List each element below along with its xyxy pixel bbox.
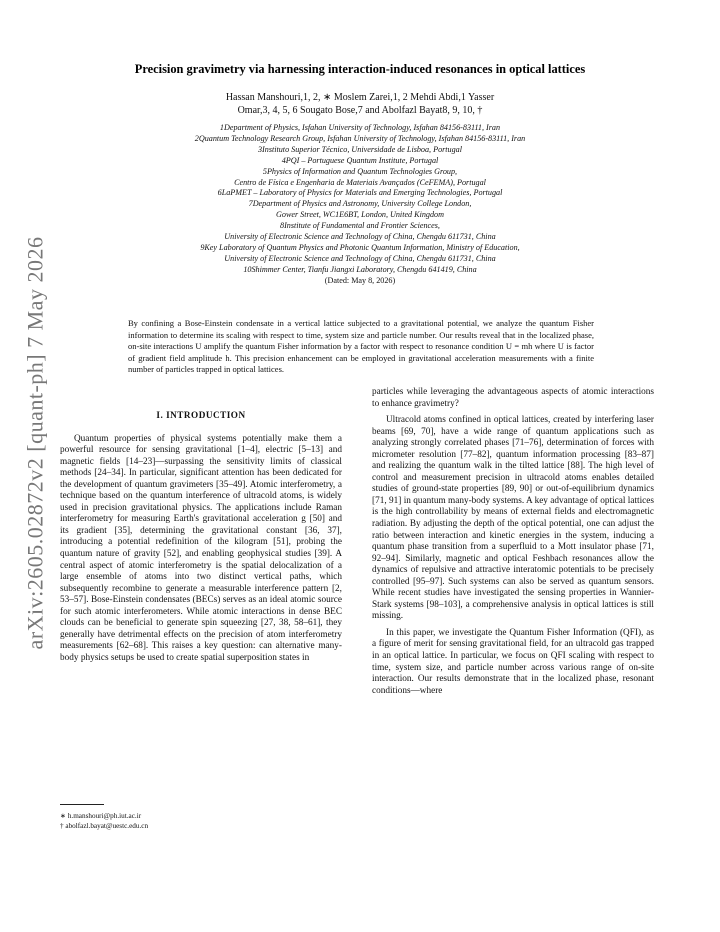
affiliation-line: University of Electronic Science and Technology of China, Chengdu 611731, China <box>224 253 496 263</box>
left-column <box>60 410 342 664</box>
affiliation-line: University of Electronic Science and Technology of China, Chengdu 611731, China <box>224 232 496 242</box>
section-heading: I. INTRODUCTION <box>156 410 246 420</box>
affiliation-line: 6LaPMET – Laboratory of Physics for Materials and Emerging Technologies, Portugal <box>217 188 503 198</box>
right-column <box>372 387 654 697</box>
affiliation-line: 1Department of Physics, Isfahan University of Technology, Isfahan 84156-83111, Iran <box>219 123 501 132</box>
arxiv-identifier: arXiv:2605.02872v2 [quant-ph] 7 May 2026 <box>22 236 48 650</box>
body-paragraph: Quantum properties of physical systems potentially make them a powerful resource for sensing gravitational [1–4], electric [5–13] and magnetic fields [14–23]—surpassing the sensitivity limits of classical methods [24–34]. In particular, significant attention has been dedicated for the development of quantum gravimeters [35–49]. Atomic interferometry, a technique based on the quantum interference of ultracold atoms, is widely used in precision gravitational physics. The applications include Raman interferometry for measuring Earth's gravitational acceleration g [50] and its gradient [35], determining the gravitational constant [36, 37], introducing a potential redefinition of the kilogram [51], probing the quantum nature of gravity [52], and enabling geophysical studies [39]. A central aspect of atomic interferometry is the spatial delocalization of a large ensemble of atoms into two distinct vertical paths, which subsequently recombine to generate a measurable interference pattern [2, 53–57]. Bose-Einstein condensates (BECs) serves as an ideal atomic source for such atomic interferometers. While atomic interactions in dense BEC clouds can be beneficial to generate spin squeezing [27, 38, 58–61], they generally have detrimental effects on the precision of atom interferometry measurements [62–68]. This raises a key question: can alternative many-body physics setups be used to create spatial superposition states in <box>60 433 342 663</box>
affiliation-line: 2Quantum Technology Research Group, Isfahan University of Technology, Isfahan 84156-83111, Iran <box>194 133 526 143</box>
affiliation-line: 7Department of Physics and Astronomy, University College London, <box>248 199 472 209</box>
footnotes <box>60 811 342 831</box>
affiliation-line: 10Shimmer Center, Tianfu Jiangxi Laboratory, Chengdu 641419, China <box>243 264 477 274</box>
footnote-rule <box>60 804 104 805</box>
paper-title: Precision gravimetry via harnessing interaction-induced resonances in optical lattices <box>134 62 586 76</box>
affiliation-line: 3Instituto Superior Técnico, Universidade de Lisboa, Portugal <box>257 144 462 154</box>
footnote-email-1: ∗ h.manshouri@ph.iut.ac.ir <box>60 812 142 820</box>
arxiv-identifier-sidebar <box>20 208 50 678</box>
body-paragraph: Ultracold atoms confined in optical lattices, created by interfering laser beams [69, 70], have a wide range of quantum applications such as analyzing strongly correlated phases [71–76], determination of forces with micrometer resolution [77–82], quantum information processing [83–87] and realizing the quantum walk in the tilted lattice [88]. The high level of control and measurement precision in ultracold atoms enables detailed studies of ground-state properties [89, 90] or out-of-equilibrium dynamics [71, 91] in quantum many-body systems. A key advantage of optical lattices is the high controllability by means of external fields and electromagnetic radiation. By adjusting the depth of the optical potential, one can adjust the ratio between interaction and kinetic energies in the system, inducing a quantum phase transition from a superfluid to a Mott insulator phase [71, 92–94]. Similarly, magnetic and optical Feshbach resonances allow the dynamics of repulsive and attractive interatomic potentials to be precisely controlled [95–97]. Such systems can also be served as quantum sensors. While recent studies have investigated the sensing properties in Wannier-Stark systems [98–103], a comprehensive analysis in optical lattices is still missing. <box>372 415 654 622</box>
date-line: (Dated: May 8, 2026) <box>324 275 396 285</box>
affiliation-list <box>90 123 630 287</box>
affiliation-line: Centro de Física e Engenharia de Materiais Avançados (CeFEMA), Portugal <box>234 177 486 187</box>
footnote-email-2: † abolfazl.bayat@uestc.edu.cn <box>60 822 149 830</box>
affiliation-line: Gower Street, WC1E6BT, London, United Kingdom <box>276 210 444 220</box>
affiliation-line: 5Physics of Information and Quantum Technologies Group, <box>262 166 458 176</box>
affiliation-line: 4PQI – Portuguese Quantum Institute, Portugal <box>281 155 439 165</box>
abstract: By confining a Bose-Einstein condensate in a vertical lattice subjected to a gravitational potential, we analyze the quantum Fisher information to determine its scaling with respect to time, system size and particle number. Our results reveal that in the localized phase, on-site interactions U amplify the quantum Fisher information by a factor with respect to resonance condition U = mh where U is factor of gradient field amplitude h. This precision enhancement can be employed in gravitational acceleration measurements with a finite number of particles trapped in optical lattices. <box>128 318 594 375</box>
body-paragraph: particles while leveraging the advantageous aspects of atomic interactions to enhance gravimetry? <box>372 387 654 409</box>
author-line: Hassan Manshouri,1, 2, ∗ Moslem Zarei,1, 2 Mehdi Abdi,1 Yasser <box>225 92 495 103</box>
affiliation-line: 8Institute of Fundamental and Frontier Sciences, <box>280 221 440 231</box>
author-line: Omar,3, 4, 5, 6 Sougato Bose,7 and Abolfazl Bayat8, 9, 10, † <box>237 105 483 116</box>
affiliation-line: 9Key Laboratory of Quantum Physics and Photonic Quantum Information, Ministry of Education, <box>200 242 520 252</box>
author-list <box>140 91 580 117</box>
body-paragraph: In this paper, we investigate the Quantum Fisher Information (QFI), as a figure of merit for sensing gravitational field, for an ultracold gas trapped in an optical lattice. In particular, we focus on QFI scaling with respect to time, system size, and particle number across various range of on-site interaction. Our results demonstrate that in the localized phase, resonant conditions—where <box>372 627 654 696</box>
